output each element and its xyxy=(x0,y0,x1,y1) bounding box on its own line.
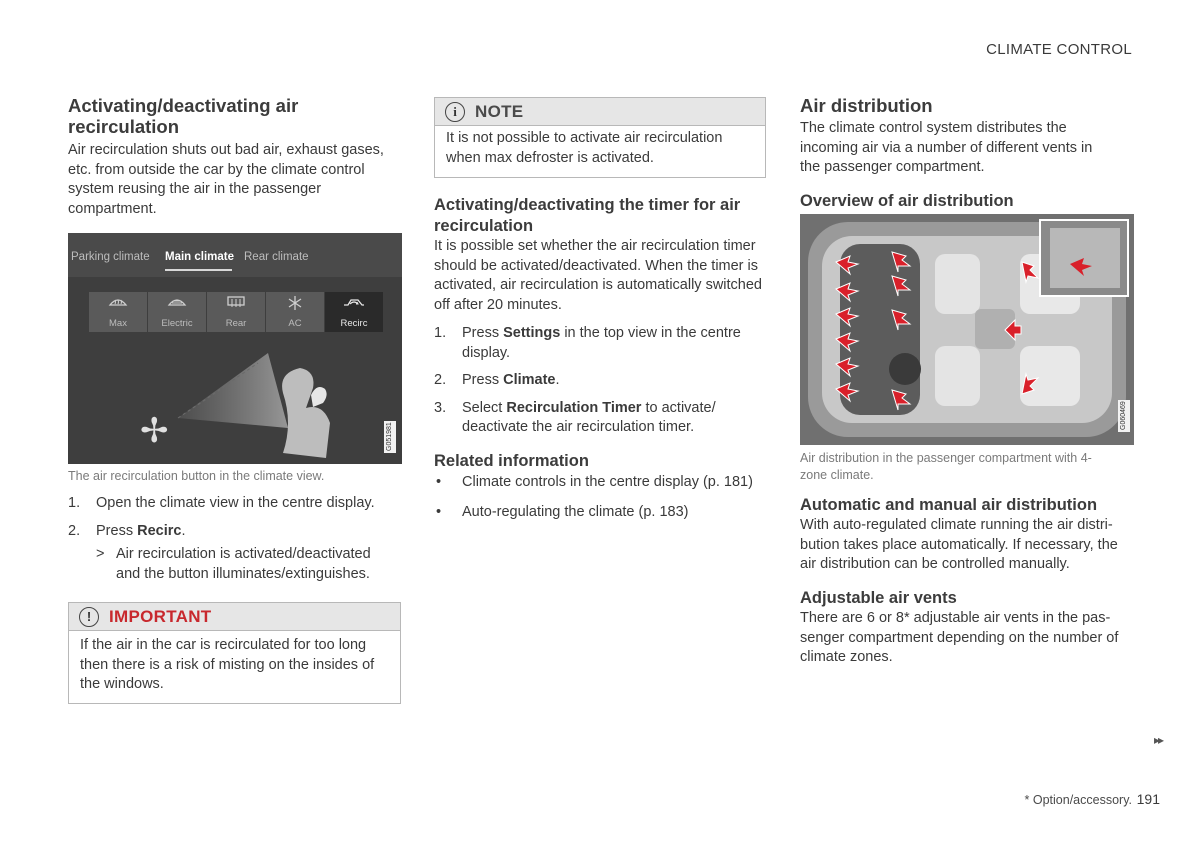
footnote: * Option/accessory. xyxy=(1024,793,1132,807)
recirc-steps xyxy=(68,494,398,584)
timer-heading: Activating/deactivating the timer for air recirculation xyxy=(434,196,741,235)
air-distribution-heading: Air distribution xyxy=(800,95,933,116)
recirculation-section xyxy=(68,95,398,219)
related-link[interactable]: • Climate controls in the centre display (p. 181) xyxy=(436,474,753,490)
vents-section xyxy=(800,588,1135,668)
image-code-label: G060469 xyxy=(1118,400,1130,432)
note-title: NOTE xyxy=(475,101,524,121)
airflow-seat-illustration xyxy=(68,333,402,464)
climate-view-screenshot xyxy=(68,233,402,464)
tab-rear-climate: Rear climate xyxy=(244,251,309,263)
auto-manual-text: With auto-regulated climate running the air distri-bution takes place automatically. If necessary, the air distribution can be controlled manually. xyxy=(800,517,1118,572)
info-icon: i xyxy=(445,102,465,122)
front-defrost-icon xyxy=(89,295,147,313)
tab-main-climate: Main climate xyxy=(165,251,235,263)
auto-manual-section xyxy=(800,495,1135,575)
max-defrost-button: Max xyxy=(89,292,147,332)
step-result: > Air recirculation is activated/deactivated and the button illuminates/extinguishes. xyxy=(96,546,371,582)
fan-icon: ✢ xyxy=(140,412,169,450)
climate-button-row xyxy=(89,292,384,332)
recirculation-car-icon xyxy=(325,295,383,313)
seat-shape xyxy=(282,368,330,458)
related-link[interactable]: • Auto-regulating the climate (p. 183) xyxy=(436,503,689,520)
note-header xyxy=(435,98,765,126)
related-section xyxy=(434,451,766,528)
step-item: 1. Press Settings in the top view in the centre display. xyxy=(434,325,741,361)
ac-button: AC xyxy=(266,292,324,332)
air-distribution-intro: The climate control system distributes the incoming air via a number of different vents in the passenger compartment. xyxy=(800,120,1093,175)
step-item: 2. Press Climate. xyxy=(434,372,560,388)
timer-text: It is possible set whether the air recirculation timer should be activated/deactivated. When the timer is activated, air recirculation is automatically switched off after 20 minutes. xyxy=(434,238,762,313)
page-number: 191 xyxy=(1136,791,1160,807)
timer-steps xyxy=(434,324,766,446)
exclamation-icon: ! xyxy=(79,607,99,627)
car-caption: Air distribution in the passenger compartment with 4-zone climate. xyxy=(800,451,1092,482)
rear-defrost-icon xyxy=(207,295,265,313)
note-box xyxy=(434,97,766,178)
section-title: CLIMATE CONTROL xyxy=(986,41,1132,58)
airflow-cone xyxy=(178,353,288,428)
screen-caption: The air recirculation button in the climate view. xyxy=(68,469,325,483)
recirc-button: Recirc xyxy=(325,292,383,332)
important-title: IMPORTANT xyxy=(109,606,212,626)
step-item: 2. Press Recirc. xyxy=(68,522,186,539)
electric-windscreen-icon xyxy=(148,295,206,313)
note-text: It is not possible to activate air recirculation when max defroster is activated. xyxy=(446,130,723,166)
air-distribution-section xyxy=(800,95,1135,178)
timer-section xyxy=(434,195,766,315)
related-heading: Related information xyxy=(434,452,589,470)
recirculation-intro: Air recirculation shuts out bad air, exhaust gases, etc. from outside the car by the climate control system reusing the air in the passenger compartment. xyxy=(68,142,384,217)
climate-tab-bar xyxy=(68,233,402,277)
image-code-label: G051981 xyxy=(384,421,396,453)
important-header xyxy=(69,603,400,631)
car-topview-graphic xyxy=(800,214,1134,445)
ac-snowflake-icon xyxy=(266,295,324,315)
step-item: 1. Open the climate view in the centre display. xyxy=(68,495,375,511)
important-box xyxy=(68,602,401,704)
recirculation-heading: Activating/deactivating air recirculation xyxy=(68,95,299,137)
air-distribution-illustration xyxy=(800,214,1134,445)
headrest-shape xyxy=(311,387,327,407)
auto-manual-heading: Automatic and manual air distribution xyxy=(800,496,1098,514)
tab-parking-climate: Parking climate xyxy=(71,251,150,263)
vents-heading: Adjustable air vents xyxy=(800,589,957,607)
step-item: 3. Select Recirculation Timer to activate/ deactivate the air recirculation timer. xyxy=(434,399,716,435)
electric-windscreen-button: Electric xyxy=(148,292,206,332)
overview-heading-wrap xyxy=(800,191,1135,212)
overview-heading: Overview of air distribution xyxy=(800,192,1014,210)
active-tab-underline xyxy=(165,269,232,271)
vents-text: There are 6 or 8* adjustable air vents in the pas-senger compartment depending on the number of climate zones. xyxy=(800,610,1119,665)
rear-defrost-button: Rear xyxy=(207,292,265,332)
continue-arrows-icon: ▸▸ xyxy=(1153,733,1162,747)
important-text: If the air in the car is recirculated for too long then there is a risk of misting on the insides of the windows. xyxy=(80,637,375,692)
